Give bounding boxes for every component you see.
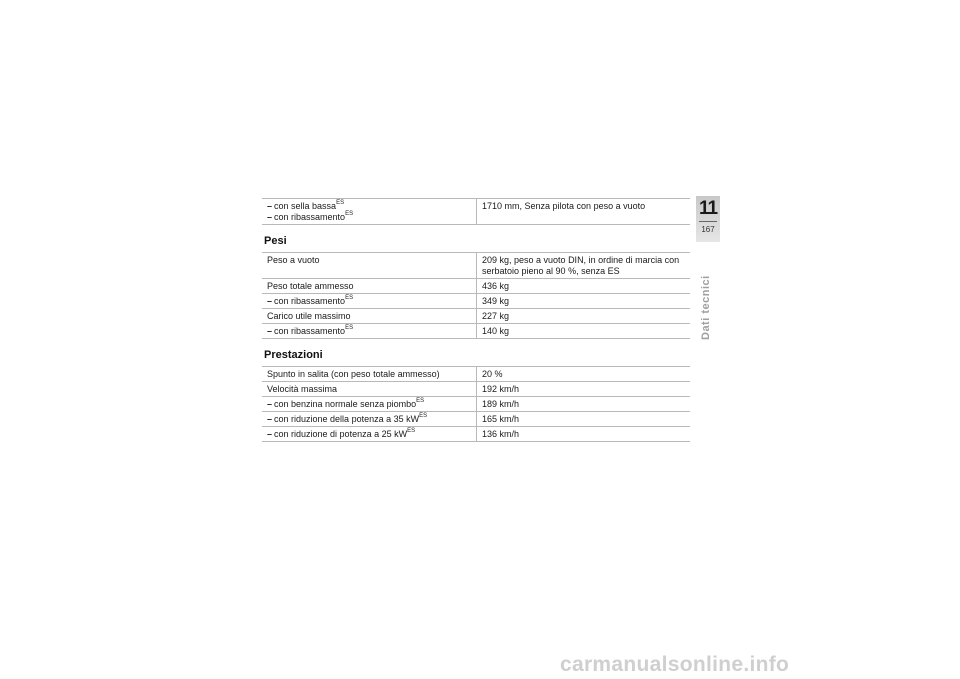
table-row xyxy=(262,324,690,339)
row-label-text: con benzina normale senza piombo xyxy=(274,399,417,409)
dash-glyph: – xyxy=(267,326,273,336)
intro-item-text: con ribassamento xyxy=(274,212,346,222)
table-row xyxy=(262,427,690,442)
footnote-marker: ES xyxy=(419,413,428,419)
intro-item xyxy=(267,212,476,223)
row-label-text: con ribassamento xyxy=(274,296,346,306)
row-value: 165 km/h xyxy=(476,412,690,426)
row-value-line: serbatoio pieno al 90 %, senza ES xyxy=(482,266,620,276)
intro-item-text: con sella bassa xyxy=(274,201,337,211)
row-value: 20 % xyxy=(476,367,690,381)
row-value: 136 km/h xyxy=(476,427,690,441)
intro-label-cell xyxy=(262,199,476,224)
row-label: Peso totale ammesso xyxy=(267,281,354,291)
row-label xyxy=(262,397,476,411)
section-heading-prestazioni: Prestazioni xyxy=(264,349,323,361)
spec-content xyxy=(262,198,690,442)
table-row xyxy=(262,397,690,412)
dash-glyph: – xyxy=(267,296,273,306)
intro-row xyxy=(262,198,690,225)
footnote-marker: ES xyxy=(416,398,425,404)
page-number: 167 xyxy=(701,225,715,234)
footnote-marker: ES xyxy=(345,295,354,301)
row-label xyxy=(262,324,476,338)
intro-value: 1710 mm, Senza pilota con peso a vuoto xyxy=(476,199,690,224)
row-value: 189 km/h xyxy=(476,397,690,411)
watermark: carmanualsonline.info xyxy=(560,653,790,676)
row-value-line: 209 kg, peso a vuoto DIN, in ordine di marcia con xyxy=(482,255,680,265)
chapter-title: Dati tecnici xyxy=(700,275,712,340)
footnote-marker: ES xyxy=(407,428,416,434)
footnote-marker: ES xyxy=(345,325,354,331)
dash-glyph: – xyxy=(267,414,273,424)
row-value: 192 km/h xyxy=(476,382,690,396)
intro-item xyxy=(267,201,476,212)
chapter-badge xyxy=(696,196,720,242)
row-label: Spunto in salita (con peso totale ammesso) xyxy=(267,369,440,379)
dash-glyph: – xyxy=(267,201,273,211)
dash-glyph: – xyxy=(267,399,273,409)
row-label-text: con ribassamento xyxy=(274,326,346,336)
footnote-marker: ES xyxy=(345,211,354,217)
row-value: 349 kg xyxy=(476,294,690,308)
chapter-number: 11 xyxy=(698,198,718,219)
table-row xyxy=(262,412,690,427)
dash-glyph: – xyxy=(267,212,273,222)
row-label xyxy=(262,427,476,441)
row-value xyxy=(476,253,690,278)
pesi-table xyxy=(262,252,690,339)
row-label: Peso a vuoto xyxy=(267,255,320,265)
table-row xyxy=(262,279,690,294)
row-value: 227 kg xyxy=(476,309,690,323)
row-label xyxy=(262,294,476,308)
row-value: 140 kg xyxy=(476,324,690,338)
row-label xyxy=(262,412,476,426)
table-row xyxy=(262,367,690,382)
table-row xyxy=(262,382,690,397)
row-label-text: con riduzione della potenza a 35 kW xyxy=(274,414,420,424)
row-value: 436 kg xyxy=(476,279,690,293)
table-row xyxy=(262,309,690,324)
prestazioni-table xyxy=(262,366,690,442)
table-row xyxy=(262,253,690,279)
row-label: Velocità massima xyxy=(267,384,338,394)
footnote-marker: ES xyxy=(336,200,345,206)
table-row xyxy=(262,294,690,309)
dash-glyph: – xyxy=(267,429,273,439)
section-heading-pesi: Pesi xyxy=(264,235,287,247)
row-label: Carico utile massimo xyxy=(267,311,351,321)
badge-divider xyxy=(699,221,717,222)
row-label-text: con riduzione di potenza a 25 kW xyxy=(274,429,408,439)
